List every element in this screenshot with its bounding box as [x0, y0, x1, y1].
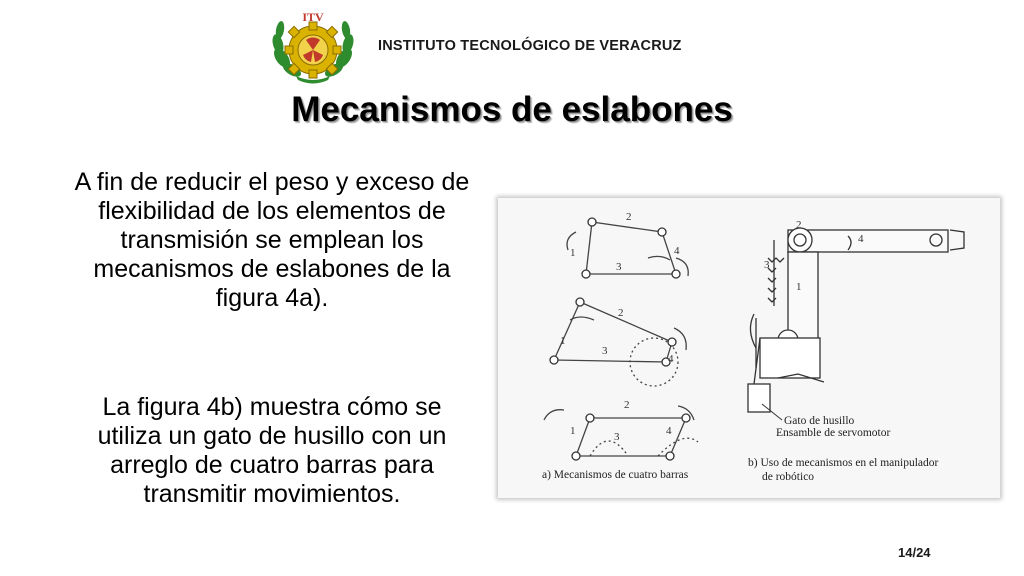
- label-ensamble-servomotor: Ensamble de servomotor: [776, 427, 891, 439]
- slide-title: Mecanismos de eslabones: [291, 90, 733, 129]
- linkage-diagram: [498, 198, 1000, 498]
- paragraph-1: A fin de reducir el peso y exceso de flexibilidad de los elementos de transmisión se emplean los mecanismos de eslabones de la figura 4a).: [74, 168, 470, 312]
- link-number-label: 1: [796, 281, 802, 293]
- caption-b-line1: b) Uso de mecanismos en el manipulador: [748, 457, 939, 469]
- page-number: 14/24: [898, 545, 931, 560]
- label-gato-husillo: Gato de husillo: [784, 415, 855, 427]
- link-number-label: 2: [618, 307, 624, 319]
- link-number-label: [560, 211, 680, 443]
- link-number-label: 1: [560, 335, 566, 347]
- institute-logo: [268, 10, 358, 84]
- link-number-label: 2: [624, 399, 630, 411]
- link-number-label: 4: [858, 233, 864, 245]
- linkage-figure: [498, 198, 1000, 498]
- link-number-label: 2: [626, 211, 632, 223]
- caption-a: a) Mecanismos de cuatro barras: [542, 469, 689, 481]
- link-number-label: 4: [668, 353, 674, 365]
- link-number-label: 4: [674, 245, 680, 257]
- institute-name: INSTITUTO TECNOLÓGICO DE VERACRUZ: [378, 38, 682, 54]
- link-number-label: 2: [796, 219, 802, 231]
- link-number-label: 3: [616, 261, 622, 273]
- caption-b-line2: de robótico: [762, 471, 815, 483]
- link-number-label: 1: [570, 247, 576, 259]
- itv-gear-logo-icon: [268, 10, 358, 84]
- link-number-label: 4: [666, 425, 672, 437]
- logo-text: ITV: [302, 10, 324, 24]
- link-number-label: 1: [570, 425, 576, 437]
- link-number-label: 3: [614, 431, 620, 443]
- link-number-label: 3: [764, 259, 770, 271]
- paragraph-2: La figura 4b) muestra cómo se utiliza un gato de husillo con un arreglo de cuatro barras para transmitir movimientos.: [97, 393, 447, 508]
- link-number-label: 3: [602, 345, 608, 357]
